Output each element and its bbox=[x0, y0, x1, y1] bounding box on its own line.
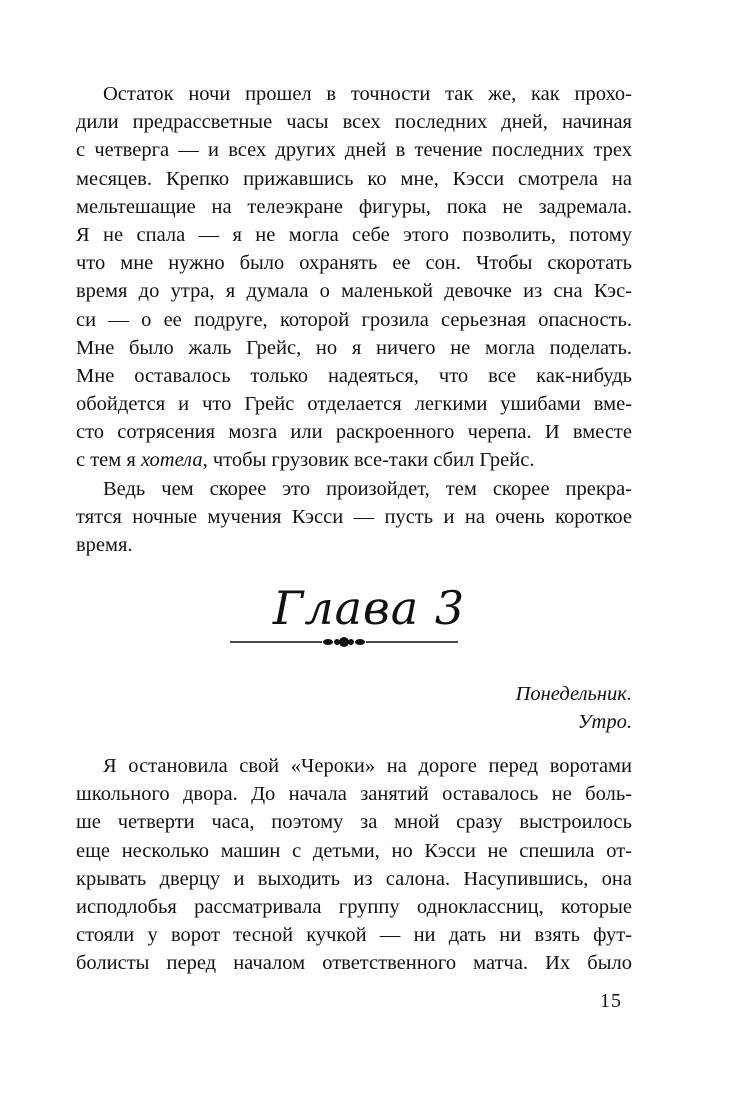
text-line-with-emphasis bbox=[76, 446, 632, 474]
text-line: что мне нужно было охранять ее сон. Чтобы скоротать bbox=[76, 252, 632, 275]
text-block-top bbox=[76, 80, 632, 559]
page-number: 15 bbox=[600, 990, 622, 1012]
text-line: Я остановила свой «Чероки» на дороге перед воротами bbox=[103, 755, 632, 777]
text-line: крывать дверцу и выходить из салона. Насупившись, она bbox=[76, 867, 632, 890]
text-line: Мне оставалось только надеяться, что все как-нибудь bbox=[76, 364, 632, 387]
text-line: сто сотрясения мозга или раскроенного черепа. И вместе bbox=[76, 421, 632, 444]
text-line: школьного двора. До начала занятий оставалось не боль- bbox=[76, 783, 632, 806]
dateline-time: Утро. bbox=[577, 711, 632, 733]
dateline-day: Понедельник. bbox=[515, 683, 632, 705]
text-line: еще несколько машин с детьми, но Кэсси не спешила от- bbox=[76, 839, 632, 862]
text-line: время. bbox=[76, 534, 133, 556]
text-fragment: с тем я bbox=[76, 449, 141, 472]
text-fragment: , чтобы грузовик все-таки сбил Грейс. bbox=[202, 449, 535, 472]
text-block-bottom bbox=[76, 752, 632, 978]
dateline bbox=[516, 680, 632, 736]
chapter-title: Глава 3 bbox=[272, 581, 466, 635]
text-line: болисты перед началом ответственного матча. Их было bbox=[76, 952, 632, 975]
text-line: си — о ее подруге, которой грозила серьезная опасность. bbox=[76, 308, 632, 331]
emphasized-word: хотела bbox=[140, 449, 203, 472]
text-line: стояли у ворот тесной кучкой — ни дать ни взять фут- bbox=[76, 924, 632, 947]
text-line: исподлобья рассматривала группу одноклассниц, которые bbox=[76, 895, 632, 918]
text-line: Я не спала — я не могла себе этого позволить, потому bbox=[76, 223, 632, 246]
chapter-ornament-divider bbox=[230, 632, 458, 652]
text-line: Мне было жаль Грейс, но я ничего не могла поделать. bbox=[76, 336, 632, 359]
text-line: обойдется и что Грейс отделается легкими ушибами вме- bbox=[76, 393, 632, 416]
text-line: дили предрассветные часы всех последних дней, начиная bbox=[76, 111, 632, 134]
text-line: Остаток ночи прошел в точности так же, как прохо- bbox=[103, 83, 632, 105]
text-line: время до утра, я думала о маленькой девочке из сна Кэс- bbox=[76, 280, 632, 303]
text-line: Ведь чем скорее это произойдет, тем скорее прекра- bbox=[103, 477, 632, 500]
text-line: мельтешащие на телеэкране фигуры, пока не задремала. bbox=[76, 195, 632, 218]
text-line: ше четверти часа, поэтому за мной сразу выстроилось bbox=[76, 811, 632, 834]
text-line: с четверга — и всех других дней в течение последних трех bbox=[76, 139, 632, 162]
text-line: месяцев. Крепко прижавшись ко мне, Кэсси смотрела на bbox=[76, 167, 632, 190]
text-line: тятся ночные мучения Кэсси — пусть и на очень короткое bbox=[76, 505, 632, 528]
